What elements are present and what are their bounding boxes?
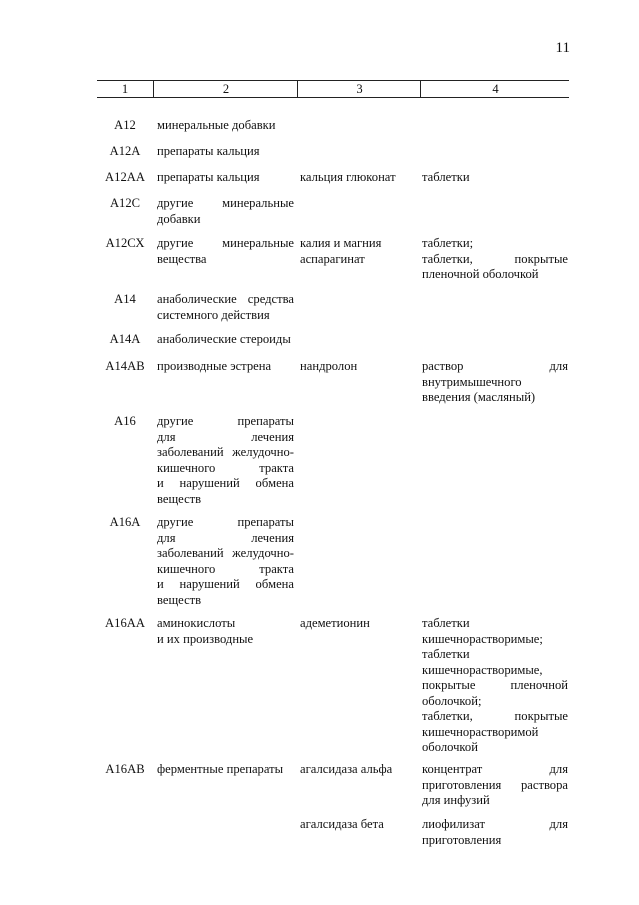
dosage-form — [422, 359, 568, 406]
atc-code: А16АА — [105, 616, 145, 630]
anatomical-group — [157, 144, 294, 160]
cell-line: пленочной оболочкой — [422, 267, 539, 281]
header-col-2: 2 — [153, 81, 298, 97]
dosage-form — [422, 170, 568, 186]
cell-line: концентрат для — [422, 762, 568, 776]
anatomical-group — [157, 616, 294, 647]
dosage-form — [422, 616, 568, 756]
header-col-3: 3 — [297, 81, 421, 97]
cell-line: и их производные — [157, 631, 254, 646]
cell-line: веществ — [157, 491, 202, 506]
atc-code: А16 — [114, 414, 136, 428]
anatomical-group — [157, 118, 294, 134]
cell-line: приготовления — [422, 832, 502, 847]
atc-code: А16АВ — [105, 762, 145, 776]
atc-code: А14АВ — [105, 359, 145, 373]
cell-line: другие препараты — [157, 414, 294, 428]
drug-name — [300, 359, 418, 375]
cell-line: кишечнорастворимые, — [422, 662, 543, 677]
cell-line: таблетки, покрытые — [422, 251, 568, 266]
cell-line: заболеваний желудочно- — [157, 445, 294, 459]
cell-line: анаболические стероиды — [157, 332, 291, 346]
cell-line: нандролон — [300, 359, 358, 373]
cell-line: аспарагинат — [300, 251, 365, 266]
cell-line: таблетки, покрытые — [422, 709, 568, 723]
cell-line: внутримышечного — [422, 374, 522, 389]
page-number: 11 — [555, 40, 570, 56]
anatomical-group — [157, 515, 294, 608]
cell-line: для лечения — [157, 429, 294, 444]
cell-line: заболеваний желудочно- — [157, 546, 294, 560]
cell-line: и нарушений обмена — [157, 476, 294, 490]
anatomical-group — [157, 196, 294, 227]
anatomical-group — [157, 332, 294, 348]
cell-line: таблетки — [422, 647, 470, 661]
cell-line: другие минеральные — [157, 236, 294, 250]
header-col-4: 4 — [420, 81, 570, 97]
cell-line: приготовления раствора — [422, 777, 568, 792]
cell-line: добавки — [157, 211, 201, 226]
cell-line: введения (масляный) — [422, 390, 536, 404]
dosage-form — [422, 762, 568, 809]
drug-name — [300, 817, 418, 833]
atc-code: А12 — [114, 118, 136, 132]
cell-line: кальция глюконат — [300, 170, 396, 184]
drug-name — [300, 762, 418, 778]
cell-line: производные эстрена — [157, 359, 272, 373]
drug-name — [300, 236, 418, 267]
cell-line: препараты кальция — [157, 144, 260, 158]
anatomical-group — [157, 236, 294, 267]
cell-line: вещества — [157, 251, 207, 266]
cell-line: таблетки — [422, 170, 470, 184]
cell-line: препараты кальция — [157, 170, 260, 184]
cell-line: и нарушений обмена — [157, 577, 294, 591]
cell-line: калия и магния — [300, 236, 382, 250]
cell-line: кишечнорастворимые; — [422, 631, 543, 646]
dosage-form — [422, 236, 568, 283]
atc-code: А12СХ — [105, 236, 145, 250]
atc-code: А16А — [109, 515, 141, 529]
atc-code: А14А — [109, 332, 141, 346]
cell-line: оболочкой — [422, 740, 478, 754]
atc-code: А12А — [109, 144, 141, 158]
dosage-form — [422, 817, 568, 848]
cell-line: кишечного тракта — [157, 460, 294, 475]
cell-line: таблетки; — [422, 236, 474, 250]
anatomical-group — [157, 170, 294, 186]
cell-line: агалсидаза бета — [300, 817, 384, 831]
atc-code: А12С — [109, 196, 141, 210]
anatomical-group — [157, 762, 294, 778]
cell-line: покрытые пленочной — [422, 678, 568, 692]
cell-line: оболочкой; — [422, 693, 482, 708]
cell-line: аминокислоты — [157, 616, 236, 630]
cell-line: минеральные добавки — [157, 118, 276, 132]
table-header — [97, 80, 569, 98]
cell-line: таблетки — [422, 616, 470, 630]
cell-line: другие препараты — [157, 515, 294, 529]
drug-name — [300, 170, 418, 186]
atc-code: А12АА — [105, 170, 145, 184]
cell-line: ферментные препараты — [157, 762, 284, 776]
cell-line: для инфузий — [422, 793, 490, 807]
cell-line: другие минеральные — [157, 196, 294, 210]
anatomical-group — [157, 414, 294, 507]
anatomical-group — [157, 292, 294, 323]
cell-line: раствор для — [422, 359, 568, 373]
cell-line: адеметионин — [300, 616, 370, 630]
cell-line: лиофилизат для — [422, 817, 568, 831]
cell-line: агалсидаза альфа — [300, 762, 393, 776]
atc-code: А14 — [114, 292, 136, 306]
cell-line: веществ — [157, 592, 202, 607]
anatomical-group — [157, 359, 294, 375]
cell-line: анаболические средства — [157, 292, 294, 306]
cell-line: кишечнорастворимой — [422, 724, 539, 739]
header-col-1: 1 — [121, 82, 129, 96]
drug-name — [300, 616, 418, 632]
cell-line: для лечения — [157, 530, 294, 545]
cell-line: системного действия — [157, 307, 270, 322]
cell-line: кишечного тракта — [157, 561, 294, 576]
